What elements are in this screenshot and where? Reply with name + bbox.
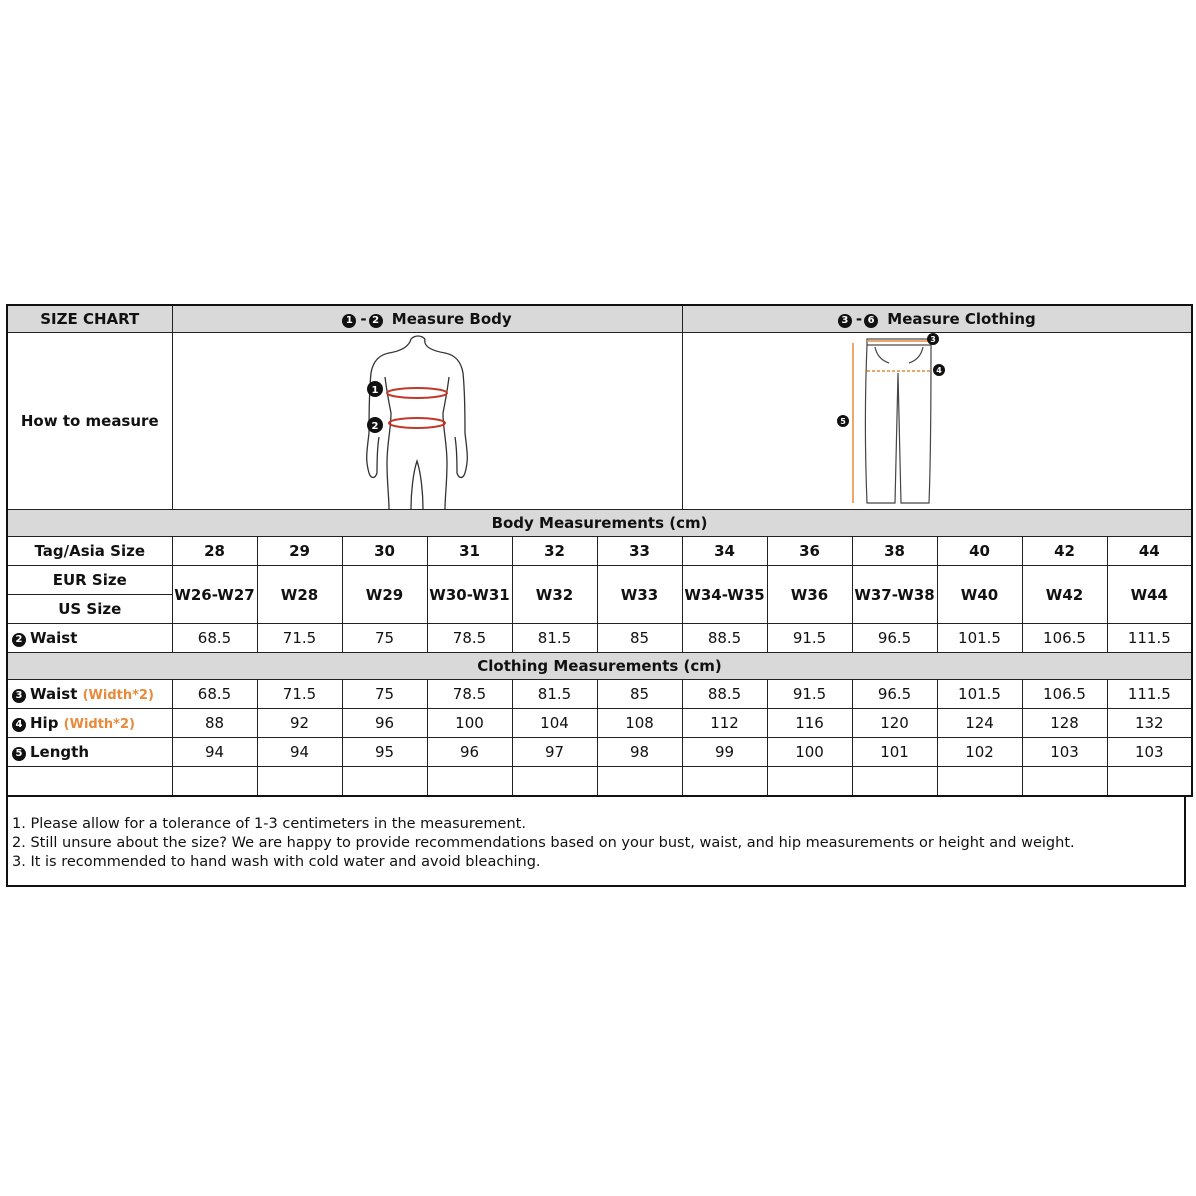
clothing-waist-cell: 96.5 — [852, 680, 937, 709]
us-size-label: US Size — [7, 595, 172, 624]
body-waist-cell: 96.5 — [852, 624, 937, 653]
tag-size-cell: 44 — [1107, 537, 1192, 566]
tag-size-cell: 40 — [937, 537, 1022, 566]
clothing-hip-cell: 120 — [852, 709, 937, 738]
clothing-length-cell: 98 — [597, 738, 682, 767]
eur-us-size-cell: W34-W35 — [682, 566, 767, 624]
body-waist-label-cell — [7, 624, 172, 653]
width-note: (Width*2) — [82, 688, 154, 703]
clothing-hip-cell: 128 — [1022, 709, 1107, 738]
body-waist-cell: 91.5 — [767, 624, 852, 653]
clothing-length-cell: 103 — [1107, 738, 1192, 767]
clothing-length-cell: 94 — [257, 738, 342, 767]
empty-cell — [1022, 767, 1107, 797]
note-line: 1. Please allow for a tolerance of 1-3 centimeters in the measurement. — [12, 816, 526, 832]
empty-cell — [172, 767, 257, 797]
body-marker-2-text: 2 — [371, 421, 378, 432]
tag-size-cell: 36 — [767, 537, 852, 566]
body-waist-cell: 101.5 — [937, 624, 1022, 653]
eur-us-size-cell: W44 — [1107, 566, 1192, 624]
clothing-length-cell: 101 — [852, 738, 937, 767]
empty-row — [7, 767, 1192, 797]
eur-us-size-cell: W40 — [937, 566, 1022, 624]
clothing-waist-cell: 111.5 — [1107, 680, 1192, 709]
pants-figure-icon — [683, 333, 1146, 509]
clothing-length-cell: 94 — [172, 738, 257, 767]
body-section-title-row — [7, 510, 1192, 537]
clothing-length-cell: 102 — [937, 738, 1022, 767]
eur-size-row — [7, 566, 1192, 595]
marker-4-icon: 4 — [12, 718, 26, 732]
body-waist-row — [7, 624, 1192, 653]
clothing-waist-cell: 101.5 — [937, 680, 1022, 709]
clothing-waist-cell: 75 — [342, 680, 427, 709]
empty-cell — [427, 767, 512, 797]
size-chart-title: SIZE CHART — [7, 305, 172, 333]
tag-size-cell: 33 — [597, 537, 682, 566]
eur-us-size-cell: W36 — [767, 566, 852, 624]
clothing-waist-row — [7, 680, 1192, 709]
eur-us-size-cell: W29 — [342, 566, 427, 624]
body-waist-cell: 71.5 — [257, 624, 342, 653]
measure-body-label: Measure Body — [391, 310, 512, 328]
marker-1-icon: 1 — [342, 314, 356, 328]
clothing-length-cell: 99 — [682, 738, 767, 767]
empty-cell — [1107, 767, 1192, 797]
measure-body-header: 1 - 2 Measure Body — [172, 305, 682, 333]
tag-size-cell: 31 — [427, 537, 512, 566]
body-waist-cell: 85 — [597, 624, 682, 653]
clothing-hip-label-cell — [7, 709, 172, 738]
clothing-length-cell: 95 — [342, 738, 427, 767]
clothing-waist-cell: 81.5 — [512, 680, 597, 709]
clothing-hip-cell: 116 — [767, 709, 852, 738]
body-waist-cell: 68.5 — [172, 624, 257, 653]
notes-box — [6, 797, 1186, 887]
chart-header-row — [7, 305, 1192, 333]
body-measurements-title: Body Measurements (cm) — [7, 510, 1192, 537]
clothing-hip-cell: 88 — [172, 709, 257, 738]
empty-cell — [852, 767, 937, 797]
clothing-length-cell: 97 — [512, 738, 597, 767]
empty-cell — [342, 767, 427, 797]
tag-size-row — [7, 537, 1192, 566]
pants-illustration-cell — [682, 333, 1192, 510]
tag-size-label: Tag/Asia Size — [7, 537, 172, 566]
marker-3-icon: 3 — [12, 689, 26, 703]
body-figure-icon — [173, 333, 725, 509]
marker-6-icon: 6 — [864, 314, 878, 328]
how-to-measure-label: How to measure — [7, 333, 172, 510]
body-waist-cell: 106.5 — [1022, 624, 1107, 653]
eur-us-size-cell: W33 — [597, 566, 682, 624]
clothing-waist-cell: 88.5 — [682, 680, 767, 709]
body-illustration-cell — [172, 333, 682, 510]
empty-cell — [597, 767, 682, 797]
clothing-hip-cell: 108 — [597, 709, 682, 738]
size-chart — [6, 304, 1190, 887]
marker-2-icon: 2 — [12, 633, 26, 647]
body-marker-1-text: 1 — [371, 385, 378, 396]
clothing-length-row — [7, 738, 1192, 767]
pants-marker-3-text: 3 — [929, 335, 936, 344]
pants-marker-5-text: 5 — [839, 417, 846, 426]
empty-cell — [937, 767, 1022, 797]
marker-5-icon: 5 — [12, 747, 26, 761]
tag-size-cell: 38 — [852, 537, 937, 566]
body-waist-cell: 75 — [342, 624, 427, 653]
clothing-waist-cell: 91.5 — [767, 680, 852, 709]
eur-us-size-cell: W30-W31 — [427, 566, 512, 624]
clothing-hip-cell: 112 — [682, 709, 767, 738]
clothing-waist-cell: 68.5 — [172, 680, 257, 709]
body-waist-cell: 78.5 — [427, 624, 512, 653]
marker-3-icon: 3 — [838, 314, 852, 328]
empty-cell — [512, 767, 597, 797]
empty-cell — [767, 767, 852, 797]
clothing-hip-cell: 92 — [257, 709, 342, 738]
clothing-hip-cell: 96 — [342, 709, 427, 738]
empty-cell — [682, 767, 767, 797]
note-line: 3. It is recommended to hand wash with cold water and avoid bleaching. — [12, 854, 541, 870]
body-waist-label: Waist — [30, 629, 78, 647]
tag-size-cell: 42 — [1022, 537, 1107, 566]
illustration-row — [7, 333, 1192, 510]
width-note: (Width*2) — [63, 717, 135, 732]
clothing-section-title-row — [7, 653, 1192, 680]
clothing-waist-cell: 85 — [597, 680, 682, 709]
clothing-waist-cell: 71.5 — [257, 680, 342, 709]
tag-size-cell: 28 — [172, 537, 257, 566]
clothing-hip-cell: 100 — [427, 709, 512, 738]
eur-us-size-cell: W26-W27 — [172, 566, 257, 624]
body-waist-cell: 81.5 — [512, 624, 597, 653]
clothing-measurements-title: Clothing Measurements (cm) — [7, 653, 1192, 680]
clothing-length-label-cell — [7, 738, 172, 767]
clothing-length-cell: 103 — [1022, 738, 1107, 767]
clothing-hip-cell: 132 — [1107, 709, 1192, 738]
body-waist-cell: 88.5 — [682, 624, 767, 653]
tag-size-cell: 32 — [512, 537, 597, 566]
eur-size-label: EUR Size — [7, 566, 172, 595]
clothing-waist-cell: 106.5 — [1022, 680, 1107, 709]
body-waist-cell: 111.5 — [1107, 624, 1192, 653]
clothing-waist-cell: 78.5 — [427, 680, 512, 709]
clothing-hip-cell: 124 — [937, 709, 1022, 738]
clothing-hip-label: Hip — [30, 714, 59, 732]
pants-marker-4-text: 4 — [935, 366, 942, 375]
clothing-length-cell: 100 — [767, 738, 852, 767]
empty-cell — [257, 767, 342, 797]
tag-size-cell: 29 — [257, 537, 342, 566]
clothing-hip-cell: 104 — [512, 709, 597, 738]
tag-size-cell: 30 — [342, 537, 427, 566]
clothing-length-cell: 96 — [427, 738, 512, 767]
clothing-length-label: Length — [30, 743, 89, 761]
note-line: 2. Still unsure about the size? We are happy to provide recommendations based on your bust, waist, and hip measurements or height and weight. — [12, 835, 1075, 851]
eur-us-size-cell: W37-W38 — [852, 566, 937, 624]
clothing-hip-row — [7, 709, 1192, 738]
empty-cell — [7, 767, 172, 797]
eur-us-size-cell: W42 — [1022, 566, 1107, 624]
eur-us-size-cell: W32 — [512, 566, 597, 624]
measure-clothing-header: 3 - 6 Measure Clothing — [682, 305, 1192, 333]
size-chart-table — [6, 304, 1193, 797]
marker-2-icon: 2 — [369, 314, 383, 328]
clothing-waist-label-cell — [7, 680, 172, 709]
clothing-waist-label: Waist — [30, 685, 78, 703]
measure-clothing-label: Measure Clothing — [887, 310, 1036, 328]
eur-us-size-cell: W28 — [257, 566, 342, 624]
tag-size-cell: 34 — [682, 537, 767, 566]
